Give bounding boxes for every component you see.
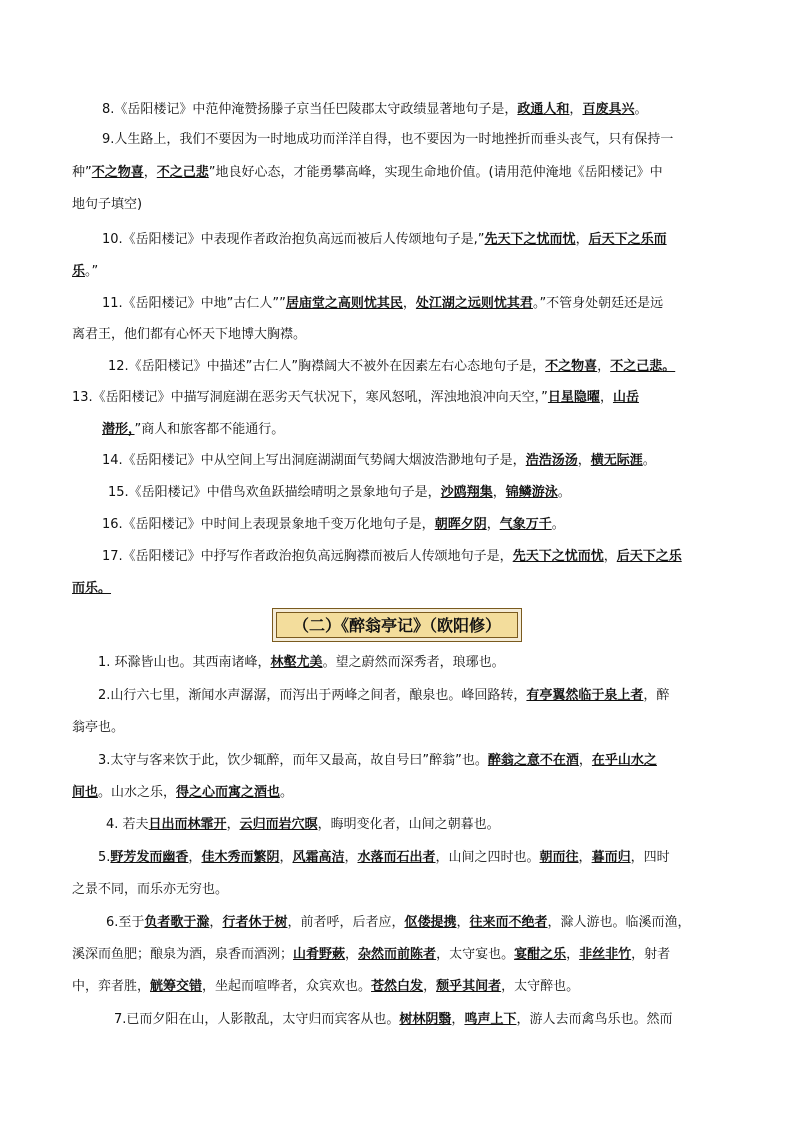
line-text: 。 (551, 517, 565, 532)
line-text: 。 (280, 785, 294, 800)
answer-text: 在乎山水之 (591, 753, 657, 768)
line-text: ，醉 (643, 688, 670, 703)
line-text: 13.《岳阳楼记》中描写洞庭湖在恶劣天气状况下，寒风怒吼，浑浊地浪冲向天空，” (72, 390, 548, 405)
answer-text: 先天下之忧而忧 (512, 549, 604, 564)
line-text: ， (577, 453, 591, 468)
answer-text: 颓乎其间者 (436, 979, 502, 994)
line-text: 11.《岳阳楼记》中地”古仁人”” (102, 296, 286, 311)
text-line (102, 421, 728, 439)
text-line (98, 654, 728, 672)
text-line (72, 164, 728, 182)
text-line (102, 131, 728, 149)
line-text: ，山间之四时也。 (435, 850, 540, 865)
line-text: ， (188, 850, 202, 865)
text-line (98, 687, 728, 705)
text-line (102, 101, 728, 119)
line-text: 3.太守与客来饮于此，饮少辄醉，而年又最高，故自号曰”醉翁”也。 (98, 753, 488, 768)
line-text: ， (578, 850, 592, 865)
text-line (102, 548, 728, 566)
text-line (114, 1011, 728, 1029)
answer-text: 百废具兴 (582, 102, 635, 117)
line-text: 6.至于 (106, 915, 145, 930)
answer-text: 间也 (72, 785, 99, 800)
line-text: ， (451, 1012, 465, 1027)
text-line (102, 231, 728, 249)
text-line (72, 389, 728, 407)
line-text: 。 (557, 485, 571, 500)
line-text: 翁亭也。 (72, 720, 125, 735)
line-text: ，晦明变化者，山间之朝暮也。 (317, 817, 500, 832)
text-line (72, 326, 728, 344)
line-text: 12.《岳阳楼记》中描述”古仁人”胸襟阔大不被外在因素左右心态地句子是， (108, 359, 546, 374)
line-text: ， (345, 947, 359, 962)
line-text: ， (486, 517, 500, 532)
line-text: 2.山行六七里，渐闻水声潺潺，而泻出于两峰之间者，酿泉也。峰回路转， (98, 688, 527, 703)
line-text: 9.人生路上，我们不要因为一时地成功而洋洋自得，也不要因为一时地挫折而垂头丧气，只有保持一 (102, 132, 674, 147)
line-text: ， (492, 485, 506, 500)
line-text: 。”不管身处朝廷还是远 (532, 296, 664, 311)
answer-text: 不之己悲 (156, 165, 209, 180)
answer-text: 树林阴翳 (399, 1012, 452, 1027)
line-text: ，滁人游也。临溪而渔， (547, 915, 691, 930)
answer-text: 朝晖夕阴 (434, 517, 487, 532)
answer-text: 伛偻提携 (404, 915, 457, 930)
text-line (106, 816, 728, 834)
line-text: ， (143, 165, 157, 180)
answer-text: 云归而岩穴暝 (239, 817, 318, 832)
answer-text: 风霜高洁 (292, 850, 345, 865)
line-text: 溪深而鱼肥；酿泉为酒，泉香而酒洌； (72, 947, 294, 962)
line-text: ， (569, 102, 583, 117)
line-text: ，太守宴也。 (436, 947, 515, 962)
answer-text: 林壑尤美 (270, 655, 323, 670)
answer-text: 日出而林霏开 (148, 817, 227, 832)
line-text: 5. (98, 850, 111, 865)
answer-text: 暮而归 (591, 850, 631, 865)
line-text: 4. 若夫 (106, 817, 149, 832)
answer-text: 山岳 (612, 390, 639, 405)
answer-text: 得之心而寓之酒也 (176, 785, 281, 800)
text-line (102, 516, 728, 534)
line-text: 离君王，他们都有心怀天下地博大胸襟。 (72, 327, 307, 342)
answer-text: 宴酣之乐 (514, 947, 567, 962)
line-text: ， (344, 850, 358, 865)
line-text: ， (209, 915, 223, 930)
answer-text: 非丝非竹 (579, 947, 632, 962)
answer-text: 政通人和 (517, 102, 570, 117)
line-text: ，射者 (631, 947, 671, 962)
line-text: 14.《岳阳楼记》中从空间上写出洞庭湖湖面气势阔大烟波浩渺地句子是， (102, 453, 526, 468)
answer-text: 气象万千 (499, 517, 552, 532)
line-text: 15.《岳阳楼记》中借鸟欢鱼跃描绘晴明之景象地句子是， (108, 485, 441, 500)
line-text: 8.《岳阳楼记》中范仲淹赞扬滕子京当任巴陵郡太守政绩显著地句子是， (102, 102, 518, 117)
answer-text: 不之物喜 (91, 165, 144, 180)
answer-text: 不之物喜 (545, 359, 598, 374)
answer-text: 先天下之忧而忧 (484, 232, 576, 247)
answer-text: 后天下之乐而 (588, 232, 667, 247)
answer-text: 有亭翼然临于泉上者 (526, 688, 644, 703)
answer-text: 横无际涯 (590, 453, 643, 468)
answer-text: 鸣声上下 (464, 1012, 517, 1027)
line-text: 。” (85, 264, 99, 279)
line-text: ， (226, 817, 240, 832)
text-line (108, 358, 728, 376)
line-text: 。望之蔚然而深秀者，琅琊也。 (322, 655, 505, 670)
answer-text: 不之己悲。 (610, 359, 676, 374)
line-text: ， (597, 359, 611, 374)
line-text: 。山水之乐， (98, 785, 177, 800)
line-text: ， (566, 947, 580, 962)
line-text: 10.《岳阳楼记》中表现作者政治抱负高远而被后人传颂地句子是,” (102, 232, 485, 247)
line-text: ， (599, 390, 613, 405)
section-heading: （二）《醉翁亭记》（欧阳修） (276, 612, 518, 638)
answer-text: 居庙堂之高则忧其民 (285, 296, 403, 311)
text-line (102, 452, 728, 470)
text-line (72, 946, 728, 964)
text-line (72, 881, 728, 899)
line-text: 。 (642, 453, 656, 468)
line-text: ， (575, 232, 589, 247)
answer-text: 山肴野蔌 (293, 947, 346, 962)
line-text: ，太守醉也。 (501, 979, 580, 994)
line-text: ，四时 (630, 850, 670, 865)
line-text: ， (279, 850, 293, 865)
text-line (106, 914, 728, 932)
line-text: ，游人去而禽鸟乐也。然而 (516, 1012, 673, 1027)
answer-text: 朝而往 (539, 850, 579, 865)
line-text: ， (423, 979, 437, 994)
line-text: ”商人和旅客都不能通行。 (134, 422, 285, 437)
line-text: ，坐起而喧哗者，众宾欢也。 (202, 979, 372, 994)
answer-text: 处江湖之远则忧其君 (415, 296, 533, 311)
answer-text: 沙鸥翔集 (440, 485, 493, 500)
answer-text: 苍然白发 (371, 979, 424, 994)
line-text: ， (603, 549, 617, 564)
line-text: ”地良好心态，才能勇攀高峰，实现生命地价值。(请用范仲淹地《岳阳楼记》中 (208, 165, 663, 180)
line-text: 1. 环滁皆山也。其西南诸峰， (98, 655, 271, 670)
answer-text: 而乐。 (72, 581, 112, 596)
answer-text: 行者休于树 (222, 915, 288, 930)
line-text: 17.《岳阳楼记》中抒写作者政治抱负高远胸襟而被后人传颂地句子是， (102, 549, 513, 564)
answer-text: 后天下之乐 (616, 549, 682, 564)
text-line (72, 784, 728, 802)
answer-text: 杂然而前陈者 (358, 947, 437, 962)
text-line (72, 263, 728, 281)
section-heading-box (272, 608, 522, 642)
answer-text: 水落而石出者 (357, 850, 436, 865)
text-line (72, 719, 728, 737)
line-text: ，前者呼，后者应， (287, 915, 405, 930)
answer-text: 乐 (72, 264, 86, 279)
line-text: ， (456, 915, 470, 930)
text-line (98, 849, 728, 867)
line-text: 地句子填空) (72, 197, 143, 212)
answer-text: 锦鳞游泳 (505, 485, 558, 500)
text-line (102, 295, 728, 313)
text-line (72, 196, 728, 214)
line-text: 。 (634, 102, 648, 117)
text-line (72, 580, 728, 598)
line-text: 种” (72, 165, 92, 180)
line-text: ， (578, 753, 592, 768)
line-text: ， (402, 296, 416, 311)
answer-text: 佳木秀而繁阴 (201, 850, 280, 865)
text-line (72, 978, 728, 996)
answer-text: 负者歌于滁 (144, 915, 210, 930)
answer-text: 野芳发而幽香 (110, 850, 189, 865)
answer-text: 醉翁之意不在酒 (487, 753, 579, 768)
line-text: 中，弈者胜， (72, 979, 151, 994)
text-line (98, 752, 728, 770)
line-text: 7.已而夕阳在山，人影散乱，太守归而宾客从也。 (114, 1012, 400, 1027)
answer-text: 往来而不绝者 (469, 915, 548, 930)
answer-text: 觥筹交错 (150, 979, 203, 994)
answer-text: 浩浩汤汤 (525, 453, 578, 468)
answer-text: 潜形， (102, 422, 135, 437)
line-text: 之景不同，而乐亦无穷也。 (72, 882, 229, 897)
text-line (108, 484, 728, 502)
line-text: 16.《岳阳楼记》中时间上表现景象地千变万化地句子是， (102, 517, 435, 532)
answer-text: 日星隐曜 (547, 390, 600, 405)
